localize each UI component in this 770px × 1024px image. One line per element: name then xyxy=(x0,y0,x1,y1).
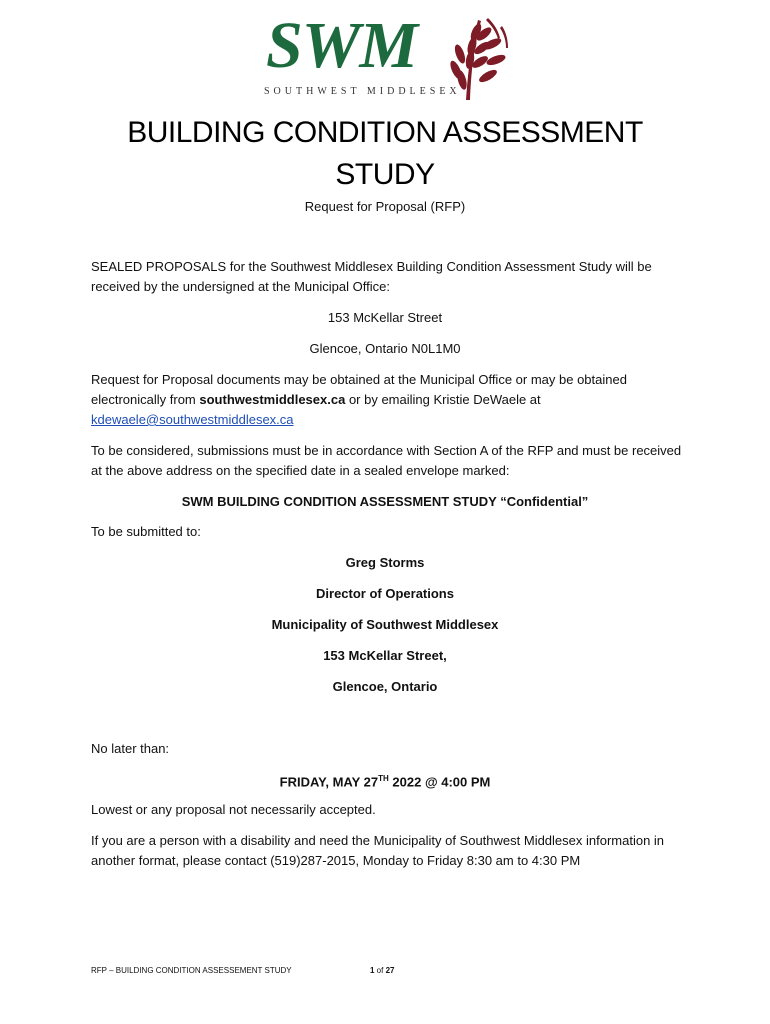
recipient-city: Glencoe, Ontario xyxy=(332,679,438,694)
lowest-paragraph: Lowest or any proposal not necessarily accepted. xyxy=(91,802,376,817)
deadline-date xyxy=(0,769,770,792)
page-total: 27 xyxy=(385,966,395,975)
footer-page-number xyxy=(370,966,394,975)
recipient-name: Greg Storms xyxy=(345,555,425,570)
deadline-prefix: FRIDAY, MAY 27 xyxy=(279,774,379,790)
website-text: southwestmiddlesex.ca xyxy=(199,392,346,407)
accessibility-paragraph: If you are a person with a disability and need the Municipality of Southwest Middlesex information in another format, please contact (519)287-2015, Monday to Friday 8:30 am to 4:30 PM xyxy=(91,833,665,868)
title-line-2: STUDY xyxy=(335,158,435,191)
title-line-1: BUILDING CONDITION ASSESSMENT xyxy=(127,116,643,149)
envelope-label: SWM BUILDING CONDITION ASSESSMENT STUDY “Confidential” xyxy=(181,494,589,509)
swm-logo xyxy=(262,9,512,104)
email-link[interactable]: kdewaele@southwestmiddlesex.ca xyxy=(91,412,294,427)
document-title xyxy=(0,112,770,196)
footer-document-name: RFP – BUILDING CONDITION ASSESSEMENT STUDY xyxy=(91,966,292,975)
deadline-sup: TH xyxy=(378,774,389,783)
logo-tagline: SOUTHWEST MIDDLESEX xyxy=(264,86,461,97)
obtain-paragraph xyxy=(91,370,691,430)
document-subtitle: Request for Proposal (RFP) xyxy=(304,199,466,214)
page-of: of xyxy=(374,966,386,975)
recipient-title: Director of Operations xyxy=(316,586,454,601)
recipient-street: 153 McKellar Street, xyxy=(323,648,447,663)
obtain-text-b: or by emailing Kristie DeWaele at xyxy=(345,392,541,407)
recipient-organization: Municipality of Southwest Middlesex xyxy=(271,617,499,632)
considered-paragraph: To be considered, submissions must be in accordance with Section A of the RFP and must be received at the above address on the specified date in a sealed envelope marked: xyxy=(91,443,682,478)
page-current: 1 xyxy=(370,966,375,975)
wheat-icon xyxy=(436,14,512,102)
obtain-text-a: Request for Proposal documents may be obtained at the Municipal Office or may be obtained electronically from xyxy=(91,372,627,407)
logo-wordmark: SWM xyxy=(266,9,418,82)
deadline-label: No later than: xyxy=(91,741,170,756)
address-line-1: 153 McKellar Street xyxy=(327,310,443,325)
submit-to-label: To be submitted to: xyxy=(91,524,201,539)
address-line-2: Glencoe, Ontario N0L1M0 xyxy=(309,341,461,356)
intro-paragraph: SEALED PROPOSALS for the Southwest Middlesex Building Condition Assessment Study will be received by the undersigned at the Municipal Office: xyxy=(91,259,652,294)
deadline-suffix: 2022 @ 4:00 PM xyxy=(388,774,491,790)
